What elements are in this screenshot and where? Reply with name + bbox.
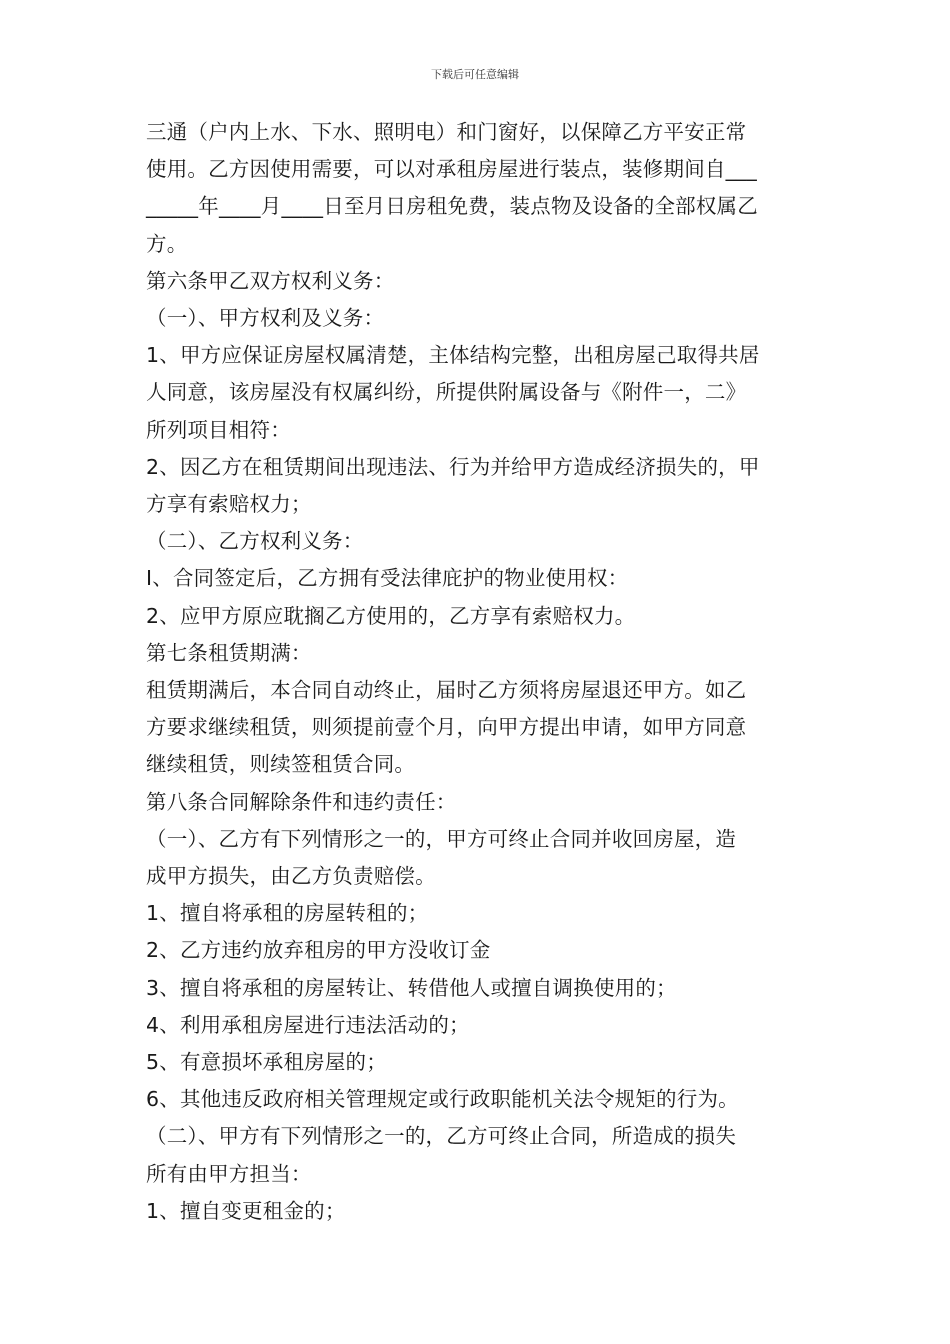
text-line: 继续租赁，则续签租赁合同。 bbox=[146, 752, 416, 777]
text-line: 租赁期满后，本合同自动终止，届时乙方须将房屋退还甲方。如乙 bbox=[146, 678, 747, 703]
text-line: 三通（户内上水、下水、照明电）和门窗好，以保障乙方平安正常 bbox=[146, 120, 747, 144]
text-line: 1、甲方应保证房屋权属清楚，主体结构完整，出租房屋己取得共居 bbox=[146, 343, 760, 368]
text-line: 2、应甲方原应耽搁乙方使用的，乙方享有索赔权力。 bbox=[146, 603, 636, 628]
list-item: 2、乙方违约放弃租房的甲方没收订金 bbox=[146, 938, 491, 963]
text-line: 人同意，该房屋没有权属纠纷，所提供附属设备与《附件一，二》 bbox=[146, 380, 747, 405]
text-line: 2、因乙方在租赁期间出现违法、行为并给甲方造成经济损失的，甲 bbox=[146, 454, 760, 479]
document-body bbox=[146, 114, 816, 1230]
text-line: 所列项目相符： bbox=[146, 417, 291, 442]
text-line: 方享有索赔权力； bbox=[146, 492, 312, 517]
list-item: 4、利用承租房屋进行违法活动的； bbox=[146, 1012, 470, 1037]
list-item: 5、有意损坏承租房屋的； bbox=[146, 1050, 387, 1075]
article-heading: 第六条甲乙双方权利义务： bbox=[146, 268, 395, 293]
list-item: 1、擅自将承租的房屋转租的； bbox=[146, 901, 429, 926]
text-line: I、合同签定后，乙方拥有受法律庇护的物业使用权： bbox=[146, 566, 629, 591]
list-item: 1、擅自变更租金的； bbox=[146, 1198, 346, 1223]
text-line: 所有由甲方担当： bbox=[146, 1161, 312, 1186]
text-line: 方要求继续租赁，则须提前壹个月，向甲方提出申请，如甲方同意 bbox=[146, 715, 747, 740]
text-line: _____年____月____日至月日房租免费，装点物及设备的全部权属乙 bbox=[146, 194, 758, 219]
article-heading: 第八条合同解除条件和违约责任： bbox=[146, 789, 457, 814]
section-heading: （二）、乙方权利义务： bbox=[146, 529, 364, 554]
section-heading: （一）、乙方有下列情形之一的，甲方可终止合同并收回房屋，造 bbox=[146, 826, 737, 851]
text-line: 使用。乙方因使用需要，可以对承租房屋进行装点，装修期间自___ bbox=[146, 157, 757, 182]
article-heading: 第七条租赁期满： bbox=[146, 640, 312, 665]
page-header: 下载后可任意编辑 bbox=[431, 68, 519, 81]
text-line: 方。 bbox=[146, 231, 188, 256]
section-heading: （二）、甲方有下列情形之一的，乙方可终止合同，所造成的损失 bbox=[146, 1124, 737, 1149]
list-item: 6、其他违反政府相关管理规定或行政职能机关法令规矩的行为。 bbox=[146, 1087, 739, 1112]
list-item: 3、擅自将承租的房屋转让、转借他人或擅自调换使用的； bbox=[146, 975, 677, 1000]
text-line: 成甲方损失，由乙方负责赔偿。 bbox=[146, 864, 436, 889]
section-heading: （一）、甲方权利及义务： bbox=[146, 306, 385, 331]
